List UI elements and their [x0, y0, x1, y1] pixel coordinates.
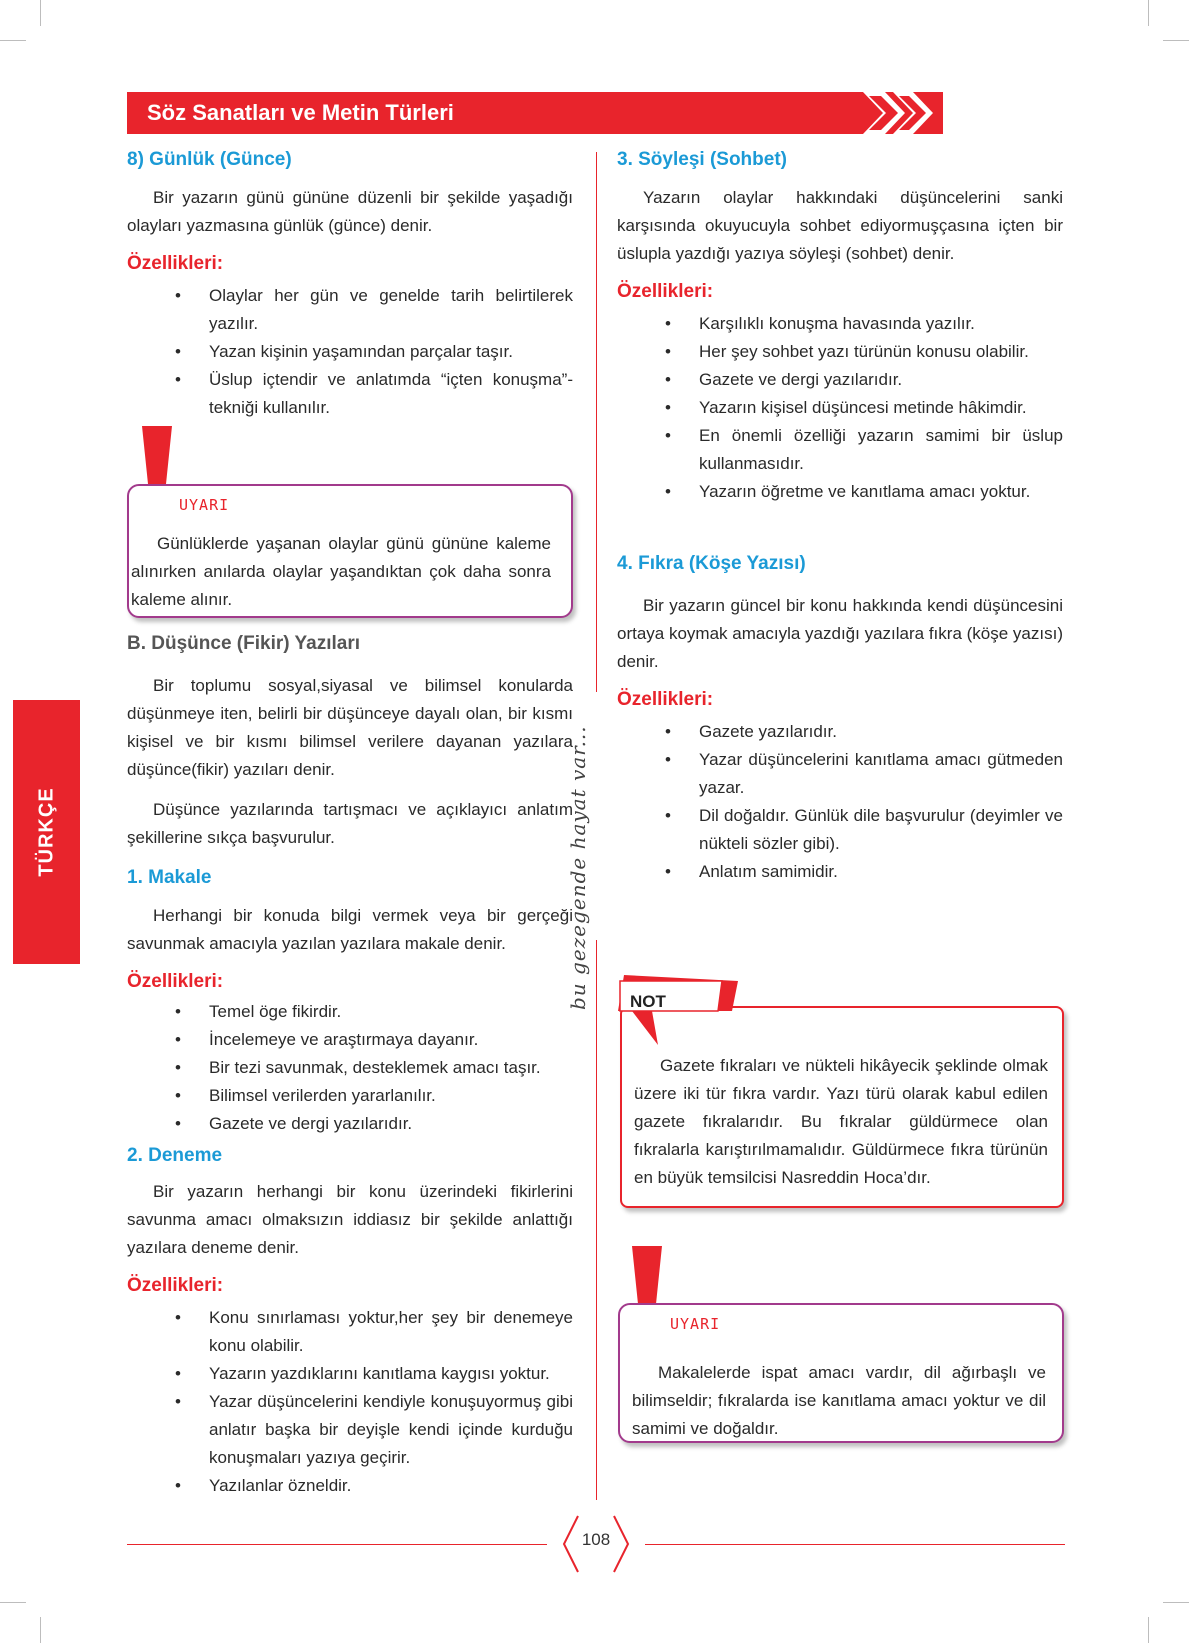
list-item: • Her şey sohbet yazı türünün konusu olabilir.: [665, 338, 1063, 366]
chevron-arrows-icon: [863, 92, 1063, 134]
section-heading: 8) Günlük (Günce): [127, 149, 292, 170]
features-list: [665, 718, 1063, 886]
crop-mark: [1163, 1602, 1189, 1603]
list-item: • Anlatım samimidir.: [665, 858, 1063, 886]
side-tab: [13, 700, 80, 964]
features-heading: Özellikleri:: [127, 253, 224, 274]
features-heading: Özellikleri:: [127, 1275, 224, 1296]
list-item: • En önemli özelliği yazarın samimi bir üslup kullanmasıdır.: [665, 422, 1063, 478]
features-list: [175, 998, 573, 1138]
list-item: • İncelemeye ve araştırmaya dayanır.: [175, 1026, 573, 1054]
left-column-lower: [127, 630, 573, 1500]
features-list: [175, 1304, 573, 1500]
page-header: [127, 92, 1063, 134]
paragraph: Bir toplumu sosyal,siyasal ve bilimsel konularda düşünmeye iten, belirli bir düşünceye dayalı olan, bir kısmı kişisel ve bir kısmı bilimsel verilere dayanan yazılara düşünce(fikir) yazıları denir.: [127, 676, 573, 779]
crop-mark: [40, 0, 41, 26]
crop-mark: [40, 1617, 41, 1643]
footer-line: [127, 1544, 547, 1545]
list-item: • Bilimsel verilerden yararlanılır.: [175, 1082, 573, 1110]
warning-text: Günlüklerde yaşanan olaylar günü gününe kaleme alınırken anılarda olaylar yaşandıktan çok daha sonra kaleme alınır.: [131, 534, 551, 609]
warning-label: UYARI: [670, 1315, 721, 1333]
section-heading: 3. Söyleşi (Sohbet): [617, 149, 787, 170]
crop-mark: [1148, 1617, 1149, 1643]
list-item: • Yazarın yazdıklarını kanıtlama kaygısı yoktur.: [175, 1360, 573, 1388]
crop-mark: [1148, 0, 1149, 26]
crop-mark: [0, 40, 26, 41]
list-item: • Gazete ve dergi yazılarıdır.: [665, 366, 1063, 394]
list-item: • Dil doğaldır. Günlük dile başvurulur (deyimler ve nükteli sözler gibi).: [665, 802, 1063, 858]
list-item: • Gazete yazılarıdır.: [665, 718, 1063, 746]
page-number: 108: [581, 1530, 611, 1549]
column-divider: [596, 940, 597, 1500]
features-heading: Özellikleri:: [617, 281, 714, 302]
list-item: • Yazarın kişisel düşüncesi metinde hâkimdir.: [665, 394, 1063, 422]
warning-text: Makalelerde ispat amacı vardır, dil ağırbaşlı ve bilimseldir; fıkralarda ise kanıtlama amacı yoktur ve dil samimi ve doğaldır.: [632, 1363, 1046, 1438]
section-heading: B. Düşünce (Fikir) Yazıları: [127, 633, 361, 654]
right-column: [617, 146, 1063, 886]
features-list: [665, 310, 1063, 506]
paragraph: Yazarın olaylar hakkındaki düşüncelerini sanki karşısında okuyucuyla sohbet ediyormuşçasına içten bir üslupla yazdığı yazıya söyleşi (sohbet) denir.: [617, 188, 1063, 263]
section-heading: 1. Makale: [127, 867, 212, 888]
features-heading: Özellikleri:: [617, 689, 714, 710]
list-item: • Üslup içtendir ve anlatımda “içten konuşma”-tekniği kullanılır.: [175, 366, 573, 422]
left-column: [127, 146, 573, 422]
side-tab-label: TÜRKÇE: [35, 787, 57, 877]
crop-mark: [1163, 40, 1189, 41]
column-divider: [596, 152, 597, 692]
paragraph: Bir yazarın herhangi bir konu üzerindeki fikirlerini savunma amacı olmaksızın iddiasız bir şekilde anlattığı yazılara deneme denir.: [127, 1182, 573, 1257]
features-heading: Özellikleri:: [127, 971, 224, 992]
list-item: • Yazar düşüncelerini kendiyle konuşuyormuş gibi anlatır başka bir deyişle kendi içinde kurduğu konuşmaları yazıya geçirir.: [175, 1388, 573, 1472]
list-item: • Bir tezi savunmak, desteklemek amacı taşır.: [175, 1054, 573, 1082]
tagline: bu gezegende hayat var...: [566, 725, 590, 1010]
list-item: • Olaylar her gün ve genelde tarih belirtilerek yazılır.: [175, 282, 573, 338]
section-heading: 4. Fıkra (Köşe Yazısı): [617, 553, 806, 574]
list-item: • Temel öge fikirdir.: [175, 998, 573, 1026]
list-item: • Karşılıklı konuşma havasında yazılır.: [665, 310, 1063, 338]
footer-line: [645, 1544, 1065, 1545]
warning-box: [127, 484, 573, 618]
list-item: • Gazete ve dergi yazılarıdır.: [175, 1110, 573, 1138]
list-item: • Yazarın öğretme ve kanıtlama amacı yoktur.: [665, 478, 1063, 506]
list-item: • Yazılanlar özneldir.: [175, 1472, 573, 1500]
warning-box: [618, 1303, 1064, 1443]
list-item: • Yazar düşüncelerini kanıtlama amacı gütmeden yazar.: [665, 746, 1063, 802]
list-item: • Konu sınırlaması yoktur,her şey bir denemeye konu olabilir.: [175, 1304, 573, 1360]
warning-label: UYARI: [179, 496, 230, 514]
note-text: Gazete fıkraları ve nükteli hikâyecik şeklinde olmak üzere iki tür fıkra vardır. Yazı türü olarak kabul edilen gazete fıkralarıdır. Bu fıkralar güldürmece olan fıkralarla karıştırılmamalıdır. Güldürmece fıkra türünün en büyük temsilcisi Nasreddin Hoca’dır.: [634, 1056, 1048, 1187]
list-item: • Yazan kişinin yaşamından parçalar taşır.: [175, 338, 573, 366]
page-title: Söz Sanatları ve Metin Türleri: [147, 100, 454, 125]
paragraph: Bir yazarın güncel bir konu hakkında kendi düşüncesini ortaya koymak amacıyla yazdığı yazılara fıkra (köşe yazısı) denir.: [617, 596, 1063, 671]
features-list: [175, 282, 573, 422]
paragraph: Düşünce yazılarında tartışmacı ve açıklayıcı anlatım şekillerine sıkça başvurulur.: [127, 800, 573, 847]
paragraph: Bir yazarın günü gününe düzenli bir şekilde yaşadığı olayları yazmasına günlük (günce) denir.: [127, 188, 573, 235]
section-heading: 2. Deneme: [127, 1145, 223, 1166]
note-label: NOT: [630, 992, 666, 1011]
paragraph: Herhangi bir konuda bilgi vermek veya bir gerçeği savunmak amacıyla yazılan yazılara makale denir.: [127, 906, 573, 953]
crop-mark: [0, 1602, 26, 1603]
